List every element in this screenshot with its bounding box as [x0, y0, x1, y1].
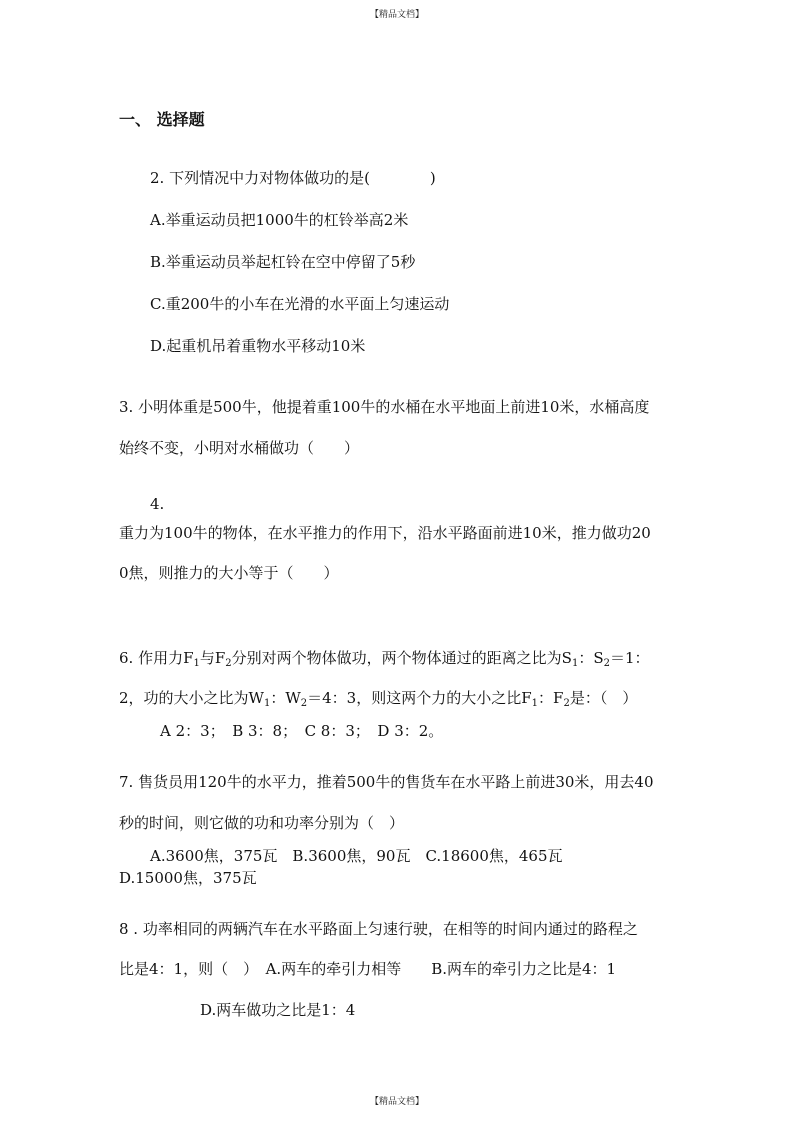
question-7-line-1: 7. 售货员用120牛的水平力，推着500牛的售货车在水平路上前进30米，用去40: [119, 773, 654, 791]
section-title: 一、 选择题: [119, 110, 205, 129]
question-2-option-a: A.举重运动员把1000牛的杠铃举高2米: [150, 211, 409, 229]
subscript: 1: [193, 658, 200, 669]
text-run: 分别对两个物体做功，两个物体通过的距离之比为S: [231, 649, 572, 667]
question-6-line-2: [119, 688, 637, 708]
text-run: ＝4：3，则这两个力的大小之比F: [307, 689, 532, 707]
subscript: 1: [263, 698, 271, 709]
question-3-line-1: 3. 小明体重是500牛，他提着重100牛的水桶在水平地面上前进10米，水桶高度: [119, 398, 650, 416]
page-header: 【精品文档】: [369, 10, 424, 20]
subscript: 2: [563, 698, 570, 709]
question-6-line-1: [119, 648, 650, 668]
question-4-number: 4.: [150, 495, 165, 513]
question-4-line-2: 0焦，则推力的大小等于（ ）: [119, 564, 339, 582]
text-run: 与F: [199, 649, 226, 667]
question-2-option-b: B.举重运动员举起杠铃在空中停留了5秒: [150, 253, 416, 271]
subscript: 1: [571, 658, 579, 669]
text-run: ：F: [538, 689, 564, 707]
subscript: 1: [531, 698, 539, 709]
text-run: 2，功的大小之比为W: [119, 689, 264, 707]
question-2-stem: 2. 下列情况中力对物体做功的是( ): [150, 169, 436, 187]
text-run: 是：（ ）: [569, 689, 638, 707]
question-8-line-2: 比是4：1，则（ ） A.两车的牵引力相等 B.两车的牵引力之比是4：1: [119, 960, 617, 978]
question-4-line-1: 重力为100牛的物体，在水平推力的作用下，沿水平路面前进10米，推力做功20: [119, 524, 651, 542]
text-run: ：W: [270, 689, 301, 707]
question-6-options: A 2：3； B 3：8； C 8：3； D 3：2。: [160, 722, 444, 740]
question-8-line-1: 8 . 功率相同的两辆汽车在水平路面上匀速行驶，在相等的时间内通过的路程之: [119, 920, 638, 938]
question-2-option-c: C.重200牛的小车在光滑的水平面上匀速运动: [150, 295, 450, 313]
subscript: 2: [603, 658, 610, 669]
question-7-line-2: 秒的时间，则它做的功和功率分别为（ ）: [119, 814, 405, 832]
question-2-option-d: D.起重机吊着重物水平移动10米: [150, 337, 366, 355]
question-7-options-2: D.15000焦，375瓦: [119, 869, 257, 887]
question-8-line-3: D.两车做功之比是1：4: [200, 1001, 356, 1019]
text-run: 6. 作用力F: [119, 649, 194, 667]
subscript: 2: [300, 698, 308, 709]
question-7-options-1: A.3600焦，375瓦 B.3600焦，90瓦 C.18600焦，465瓦: [150, 847, 563, 865]
question-3-line-2: 始终不变，小明对水桶做功（ ）: [119, 439, 360, 457]
text-run: ：S: [578, 649, 604, 667]
subscript: 2: [225, 658, 232, 669]
page-footer: 【精品文档】: [369, 1097, 424, 1107]
text-run: ＝1：: [609, 649, 650, 667]
